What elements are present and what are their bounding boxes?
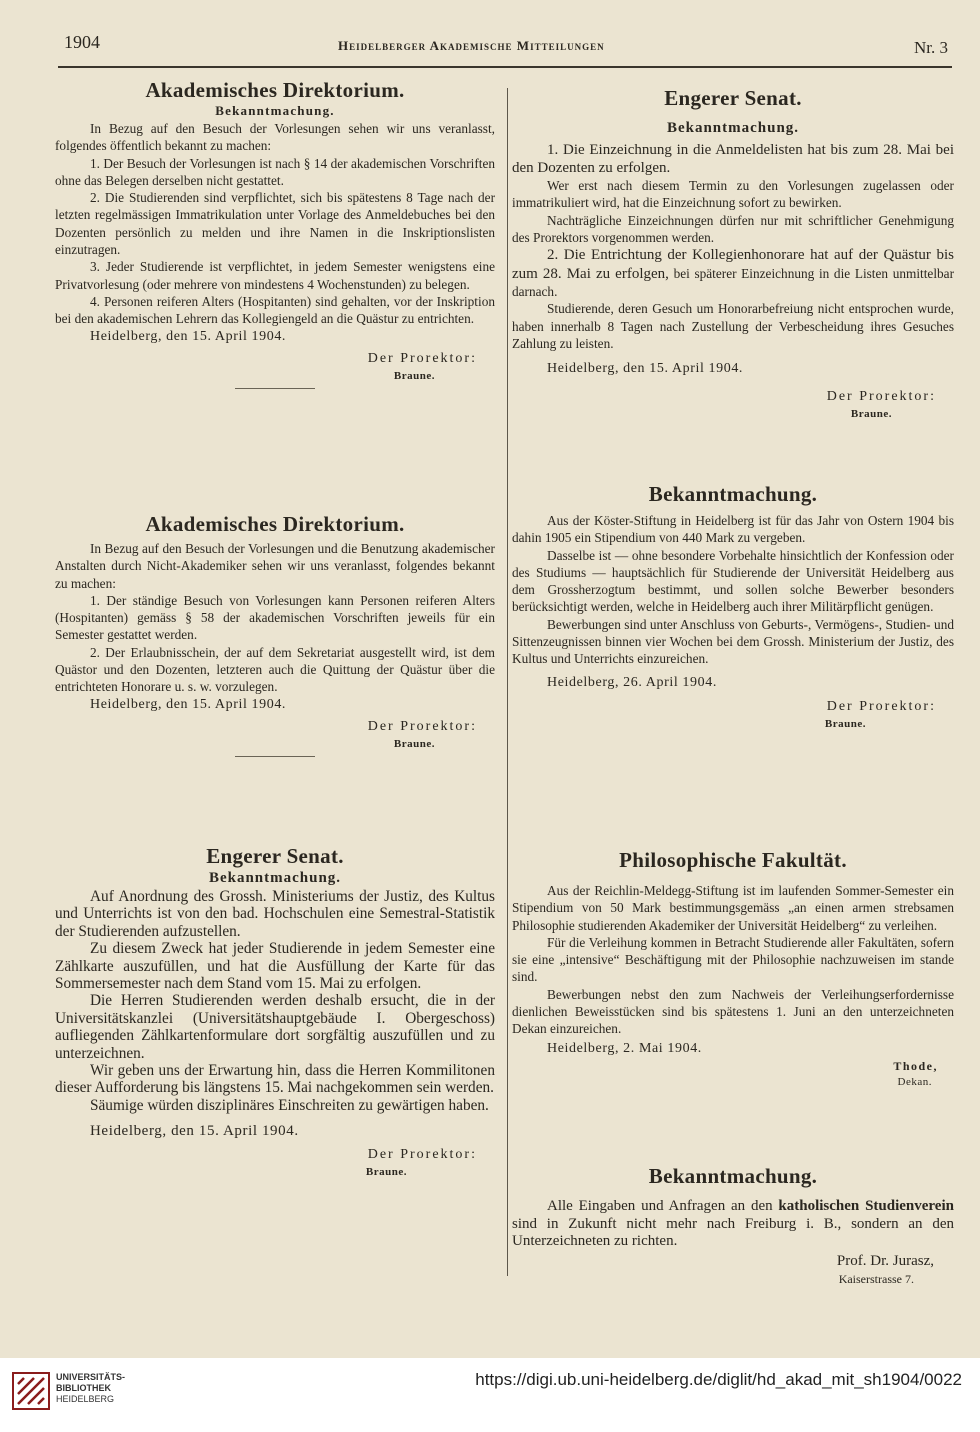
emphasis-text: katholischen Studienverein — [778, 1198, 954, 1214]
section-rule — [235, 388, 315, 389]
paragraph: Nachträgliche Einzeichnungen dürfen nur mit schriftlicher Genehmigung des Prorektors vorgenommen werden. — [512, 212, 954, 245]
paragraph: Die Herren Studierenden werden deshalb ersucht, die in der Universitätskanzlei (Universitätshauptgebäude I. Obergeschoss) aufliegenden Zählkartenformulare dort sorgfältig auszufüllen und zu unterzeichnen. — [55, 992, 495, 1062]
signature-title: Dekan. — [897, 1075, 932, 1088]
notice-title: Philosophische Fakultät. — [619, 848, 847, 872]
notice-direktorium-1 — [55, 78, 495, 393]
notice-engerer-senat-1 — [55, 844, 495, 1180]
date-line: Heidelberg, 2. Mai 1904. — [547, 1040, 702, 1056]
paragraph: Säumige würden disziplinäres Einschreiten zu gewärtigen haben. — [90, 1096, 489, 1114]
signature-name: Braune. — [365, 1166, 407, 1179]
paragraph: Aus der Reichlin-Meldegg-Stiftung ist im laufenden Sommer-Semester ein Stipendium von 50 Mark bestimmungsgemäss „an einen armen strebsamen Philosophie studierenden Akademiker der Universität Heidelberg“ zu verleihen. — [512, 883, 954, 933]
notice-title: Bekanntmachung. — [648, 482, 818, 506]
date-line: Heidelberg, den 15. April 1904. — [90, 328, 287, 344]
paragraph — [512, 246, 954, 300]
notice-subtitle: Bekanntmachung. — [666, 120, 800, 136]
emphasis-text: 2. Die Entrichtung der Kollegienhonorare hat auf der Quästur bis zum 28. Mai zu erfolgen, — [512, 247, 954, 282]
signature-name: Braune. — [824, 717, 866, 730]
signature-address: Kaiserstrasse 7. — [838, 1271, 914, 1286]
paragraph: Bewerbungen nebst den zum Nachweis der Verleihungserfordernisse dienlichen Beweisstücken sind bis spätestens 1. Juni an den unterzeichneten Dekan einzureichen. — [512, 986, 954, 1037]
header-journal-title: Heidelberger Akademische Mitteilungen — [338, 38, 605, 53]
date-line: Heidelberg, den 15. April 1904. — [90, 1123, 299, 1140]
notice-philosophische-fakultaet — [512, 848, 954, 1090]
page-header — [58, 30, 952, 68]
signature-title: Der Prorektor: — [826, 389, 936, 405]
notice-subtitle: Bekanntmachung. — [215, 103, 335, 118]
signature-title: Der Prorektor: — [367, 350, 477, 366]
section-rule — [235, 756, 315, 757]
paragraph: 3. Jeder Studierende ist verpflichtet, in jedem Semester wenigstens eine Privatvorlesung (oder mehrere von mindestens 4 Wochenstunden) zu belegen. — [55, 259, 495, 292]
library-name-line-2: BIBLIOTHEK — [56, 1383, 111, 1393]
paragraph: 2. Der Erlaubnisschein, der auf dem Sekretariat ausgestellt wird, ist dem Quästor und den Dozenten, letzteren auch die Quittung der Quästur über die entrichteten Honorare u. s. w. vorzulegen. — [55, 644, 495, 695]
date-line: Heidelberg, den 15. April 1904. — [90, 696, 287, 712]
paragraph — [512, 1198, 954, 1251]
notice-engerer-senat-2 — [512, 86, 954, 422]
column-divider — [507, 88, 508, 1276]
paragraph-rest: bei späterer Einzeichnung in die Listen unmittelbar darnach. — [512, 265, 954, 300]
paragraph: Für die Verleihung kommen in Betracht Studierende aller Fakultäten, sofern sie eine „intensive“ Beschäftigung mit der Philosophie nachzuweisen im stande sind. — [512, 934, 954, 985]
paragraph: 1. Die Einzeichnung in die Anmeldelisten hat bis zum 28. Mai bei den Dozenten zu erfolgen. — [512, 142, 954, 176]
paragraph: 2. Die Studierenden sind verpflichtet, sich bis spätestens 8 Tage nach der letzten regelmässigen Immatrikulation unter Vorlage des Anmeldebuches bei den Dozenten persönlich zu melden und ihre Namen in die Inskriptionslisten einzutragen. — [55, 190, 495, 258]
signature-name: Braune. — [393, 369, 435, 382]
notice-title: Akademisches Direktorium. — [145, 78, 405, 102]
paragraph: 4. Personen reiferen Alters (Hospitanten) sind gehalten, vor der Inskription bei den akademischen Lehrern das Kollegiengeld an die Quästur zu entrichten. — [55, 293, 495, 327]
library-name-line-1: UNIVERSITÄTS- — [56, 1372, 126, 1382]
library-name-line-3: HEIDELBERG — [56, 1394, 115, 1404]
header-issue-number: Nr. 3 — [914, 38, 948, 57]
signature-name: Braune. — [393, 737, 435, 750]
paragraph: Aus der Köster-Stiftung in Heidelberg ist für das Jahr von Ostern 1904 bis dahin 1905 ein Stipendium von 440 Mark zu vergeben. — [512, 513, 954, 546]
notice-koester-stiftung — [512, 482, 954, 732]
paragraph: 1. Der Besuch der Vorlesungen ist nach § 14 der akademischen Vorschriften ohne das Belegen derselben nicht gestattet. — [55, 155, 495, 188]
signature-title: Der Prorektor: — [826, 698, 936, 714]
signature-name: Thode, — [893, 1058, 938, 1073]
paragraph-start: Alle Eingaben und Anfragen an den — [547, 1198, 779, 1214]
paragraph: In Bezug auf den Besuch der Vorlesungen sehen wir uns veranlasst, folgendes öffentlich bekannt zu machen: — [55, 121, 495, 154]
paragraph: In Bezug auf den Besuch der Vorlesungen und die Benutzung akademischer Anstalten durch Nicht-Akademiker sehen wir uns veranlasst, folgendes bekannt zu machen: — [55, 541, 495, 591]
paragraph: 1. Der ständige Besuch von Vorlesungen kann Personen reiferen Alters (Hospitanten) gemäss § 58 der akademischen Vorschriften jeweils für ein Semester gestattet werden. — [55, 592, 495, 643]
date-line: Heidelberg, 26. April 1904. — [547, 674, 717, 690]
notice-direktorium-2 — [55, 512, 495, 761]
notice-title: Engerer Senat. — [206, 844, 344, 868]
signature-title: Der Prorektor: — [367, 1147, 477, 1163]
signature-title: Der Prorektor: — [367, 718, 477, 734]
paragraph: Wir geben uns der Erwartung hin, dass die Herren Kommilitonen dieser Aufforderung bis längstens 15. Mai nachgekommen sein werden. — [55, 1062, 495, 1097]
notice-title: Engerer Senat. — [664, 86, 802, 110]
paragraph: Auf Anordnung des Grossh. Ministeriums der Justiz, des Kultus und Unterrichts ist von den bad. Hochschulen eine Semestral-Statistik der Studierenden aufzustellen. — [55, 888, 495, 940]
paragraph: Studierende, deren Gesuch um Honorarbefreiung nicht entsprochen wurde, haben innerhalb 8 Tagen nach Zustellung der Verbescheidung ihres Gesuches Zahlung zu leisten. — [512, 301, 954, 352]
paragraph: Bewerbungen sind unter Anschluss von Geburts-, Vermögens-, Studien- und Sittenzeugnissen binnen vier Wochen bei dem Grossh. Ministerium der Justiz, des Kultus und Unterrichts einzureichen. — [512, 616, 954, 667]
paragraph: Wer erst nach diesem Termin zu den Vorlesungen zugelassen oder immatrikuliert wird, hat die Einzeichnung sofort zu bewirken. — [512, 178, 954, 211]
viewer-footer — [0, 1358, 980, 1432]
paragraph: Zu diesem Zweck hat jeder Studierende in jedem Semester eine Zählkarte auszufüllen, und hat die Ausfüllung der Karte für das Sommersemester nach dem Stand vom 15. Mai zu erfolgen. — [55, 940, 495, 993]
signature-name: Braune. — [850, 408, 892, 421]
university-library-logo-icon — [12, 1372, 50, 1410]
signature-name: Prof. Dr. Jurasz, — [836, 1252, 934, 1269]
notice-title: Akademisches Direktorium. — [145, 512, 405, 536]
header-year: 1904 — [64, 32, 100, 52]
date-line: Heidelberg, den 15. April 1904. — [547, 361, 744, 377]
library-name — [56, 1372, 125, 1405]
permalink-url[interactable]: https://digi.ub.uni-heidelberg.de/diglit/hd_akad_mit_sh1904/0022 — [475, 1370, 962, 1389]
notice-katholischer-studienverein — [512, 1164, 954, 1287]
notice-title: Bekanntmachung. — [648, 1164, 818, 1188]
paragraph: Dasselbe ist — ohne besondere Vorbehalte hinsichtlich der Konfession oder des Studiums — hauptsächlich für Studierende der Universität Heidelberg aus dem Grossherzogtum bestimmt, und sollen solche Bewerber besonders berücksichtigt werden, welche in Heidelberg auch ihrer Militärpflicht genügen. — [512, 547, 954, 615]
notice-subtitle: Bekanntmachung. — [208, 870, 342, 886]
paragraph-rest: sind in Zukunft nicht mehr nach Freiburg i. B., sondern an den Unterzeichneten zu richten. — [512, 1215, 954, 1249]
